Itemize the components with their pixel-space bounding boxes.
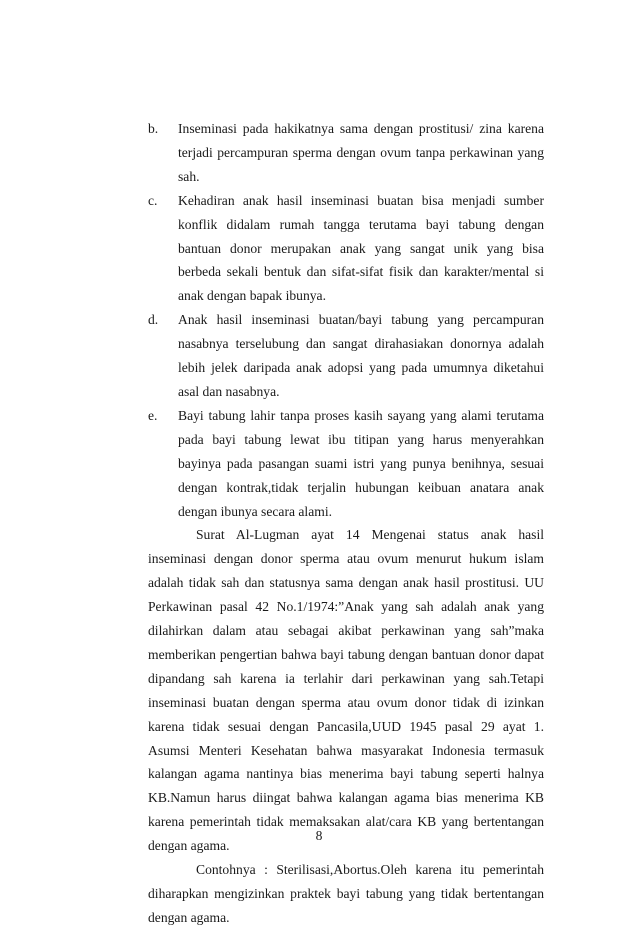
list-marker: c. <box>148 192 158 208</box>
list-item-d <box>148 308 544 404</box>
list-item-e <box>148 404 544 524</box>
body-paragraph: Surat Al-Lugman ayat 14 Mengenai status anak hasil inseminasi dengan donor sperma atau ovum menurut hukum islam adalah tidak sah dan statusnya sama dengan anak hasil prostitusi. UU Perkawinan pasal 42 No.1/1974:”Anak yang sah adalah anak yang dilahirkan dalam atau sebagai akibat perkawinan yang sah”maka memberikan pengertian bahwa bayi tabung dengan bantuan donor dapat dipandang sah karena ia terlahir dari perkawinan yang sah.Tetapi inseminasi buatan dengan sperma atau ovum donor tidak di izinkan karena tidak sesuai dengan Pancasila,UUD 1945 pasal 29 ayat 1. Asumsi Menteri Kesehatan bahwa masyarakat Indonesia termasuk kalangan agama nantinya bias menerima bayi tabung seperti halnya KB.Namun harus diingat bahwa kalangan agama bias menerima KB karena pemerintah tidak memaksakan alat/cara KB yang bertentangan dengan agama. <box>148 527 544 854</box>
page-number: 8 <box>315 828 323 843</box>
list-item-text: Kehadiran anak hasil inseminasi buatan bisa menjadi sumber konflik didalam rumah tangga terutama bayi tabung dengan bantuan donor merupakan anak yang sangat unik yang bisa berbeda sekali bentuk dan sifat-sifat fisik dan karakter/mental si anak dengan bapak ibunya. <box>178 192 544 304</box>
list-item-b <box>148 117 544 189</box>
list-item-text: Inseminasi pada hakikatnya sama dengan prostitusi/ zina karena terjadi percampuran sperma dengan ovum tanpa perkawinan yang sah. <box>178 121 544 184</box>
page-content <box>148 117 544 930</box>
list-marker: e. <box>148 407 158 423</box>
list-marker: d. <box>148 312 159 328</box>
body-paragraph: Contohnya : Sterilisasi,Abortus.Oleh karena itu pemerintah diharapkan mengizinkan praktek bayi tabung yang tidak bertentangan dengan agama. <box>148 862 544 925</box>
list-item-text: Anak hasil inseminasi buatan/bayi tabung yang percampuran nasabnya terselubung dan sangat dirahasiakan donornya adalah lebih jelek daripada anak adopsi yang pada umumnya diketahui asal dan nasabnya. <box>178 312 544 399</box>
list-marker: b. <box>148 121 159 136</box>
list-item-text: Bayi tabung lahir tanpa proses kasih sayang yang alami terutama pada bayi tabung lewat ibu titipan yang harus menyerahkan bayinya pada pasangan suami istri yang punya benihnya, sesuai dengan kontrak,tidak terjalin hubungan keibuan anatara anak dengan ibunya secara alami. <box>178 407 544 519</box>
list-item-c <box>148 189 544 309</box>
